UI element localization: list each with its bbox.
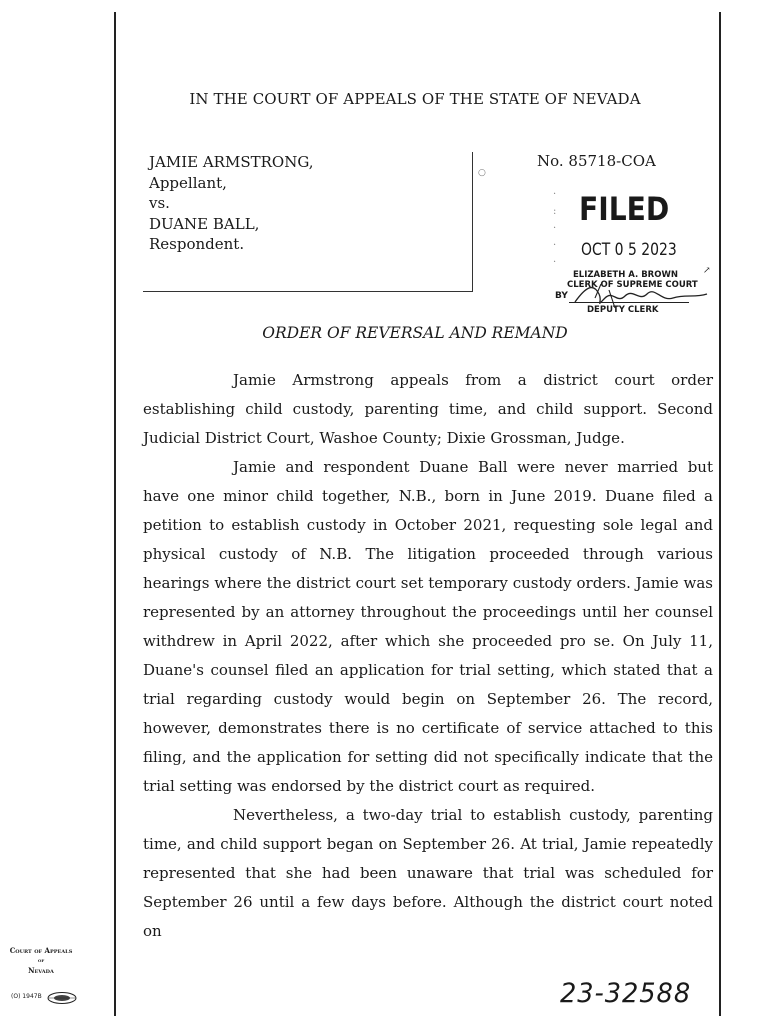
appellant-role: Appellant, bbox=[149, 173, 227, 192]
clerk-stamp bbox=[555, 268, 715, 328]
left-margin-line bbox=[114, 12, 116, 1016]
respondent-role: Respondent. bbox=[149, 235, 245, 253]
filed-stamp: FILED bbox=[579, 190, 670, 228]
stamp-mark-icon: ↗ bbox=[703, 266, 711, 276]
filed-date: OCT 0 5 2023 bbox=[581, 240, 677, 260]
body-paragraph: Nevertheless, a two-day trial to establish custody, parenting time, and child support began on September 26. At trial, Jamie repeatedly represented that she had been unaware that trial was scheduled for September 26 until a few days before. Although the district court noted on bbox=[143, 806, 713, 940]
footer-court-line: Court of Appeals bbox=[9, 946, 73, 955]
caption-horizontal-rule bbox=[143, 291, 473, 292]
order-title: ORDER OF REVERSAL AND REMAND bbox=[262, 324, 568, 342]
case-caption bbox=[149, 152, 314, 255]
seal-icon bbox=[46, 991, 78, 1005]
body-paragraph: Jamie Armstrong appeals from a district court order establishing child custody, parenting time, and child support. Second Judicial District Court, Washoe County; Dixie Grossman, Judge. bbox=[143, 371, 713, 447]
clerk-name: ELIZABETH A. BROWN bbox=[573, 270, 678, 280]
order-body bbox=[143, 366, 713, 946]
caption-vertical-rule bbox=[472, 152, 473, 292]
footer-court-line: of bbox=[37, 957, 45, 964]
respondent-name: DUANE BALL, bbox=[149, 214, 260, 233]
body-paragraph: Jamie and respondent Duane Ball were never married but have one minor child together, N.B., born in June 2019. Duane filed a petition to establish custody in October 2021, requesting sole legal and physical custody of N.B. The litigation proceeded through various hearings where the district court set temporary custody orders. Jamie was represented by an attorney throughout the proceedings until her counsel withdrew in April 2022, after which she proceeded pro se. On July 11, Duane's counsel filed an application for trial setting, which stated that a trial regarding custody would begin on September 26. The record, however, demonstrates there is no certificate of service attached to this filing, and the application for setting did not specifically indicate that the trial setting was endorsed by the district court as required. bbox=[143, 458, 713, 795]
clerk-by-label: BY bbox=[555, 291, 568, 301]
form-code: (O) 1947B bbox=[11, 993, 42, 1000]
appellant-name: JAMIE ARMSTRONG, bbox=[149, 153, 314, 171]
deputy-clerk-label: DEPUTY CLERK bbox=[587, 305, 659, 315]
scan-speck-icon: ○ bbox=[478, 168, 486, 178]
signature-icon bbox=[555, 268, 715, 328]
versus-label: vs. bbox=[149, 194, 170, 212]
footer-court-line: Nevada bbox=[28, 966, 54, 975]
right-margin-line bbox=[719, 12, 721, 1016]
court-header: IN THE COURT OF APPEALS OF THE STATE OF NEVADA bbox=[189, 90, 641, 108]
clerk-title: CLERK OF SUPREME COURT bbox=[567, 280, 698, 290]
footer-court-label bbox=[4, 946, 78, 976]
docket-number: 23-32588 bbox=[560, 978, 692, 1009]
stamp-dots-icon: · : · · · bbox=[553, 189, 557, 268]
case-number: No. 85718-COA bbox=[537, 152, 656, 170]
